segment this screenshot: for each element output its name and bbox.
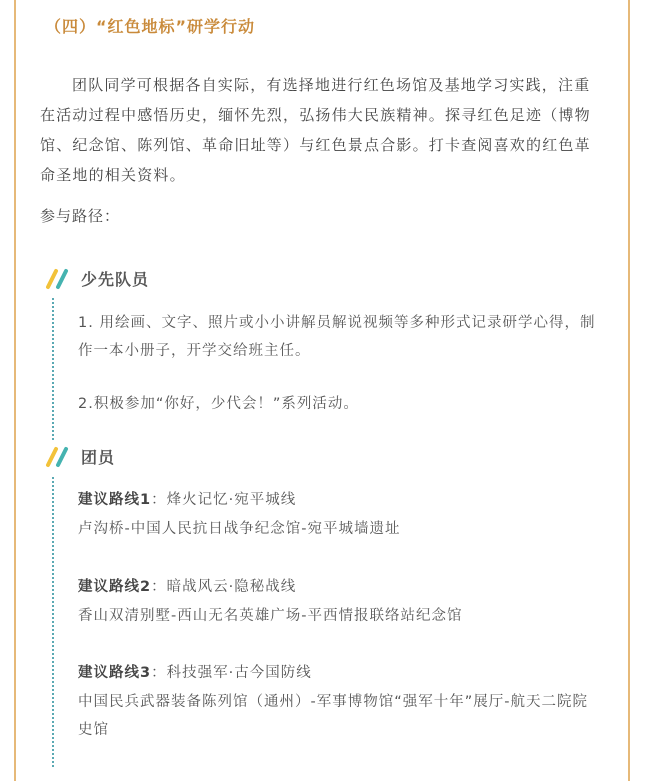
route-path: 中国民兵武器装备陈列馆（通州）-军事博物馆“强军十年”展厅-航天二院院史馆: [78, 694, 588, 738]
route-path: 香山双清别墅-西山无名英雄广场-平西情报联络站纪念馆: [78, 608, 463, 624]
route-label: 建议路线3: [78, 665, 152, 681]
list-item: 2.积极参加“你好，少代会！”系列活动。: [78, 396, 359, 412]
route-heading: [78, 573, 296, 601]
dotted-divider: [52, 477, 54, 767]
dotted-divider: [52, 298, 54, 440]
route-theme: ：暗战风云·隐秘战线: [151, 579, 297, 595]
route-theme: ：科技强军·古今国防线: [151, 665, 312, 681]
left-border-line: [14, 0, 16, 781]
right-border-line: [628, 0, 630, 781]
section-heading: （四）“红色地标”研学行动: [45, 17, 256, 36]
route-heading: [78, 659, 312, 687]
intro-paragraph: 团队同学可根据各自实际，有选择地进行红色场馆及基地学习实践，注重在活动过程中感悟历史，缅怀先烈，弘扬伟大民族精神。探寻红色足迹（博物馆、纪念馆、陈列馆、革命旧址等）与红色景点合影。打卡查阅喜欢的红色革命圣地的相关资料。: [40, 76, 591, 184]
double-slash-icon: [45, 268, 71, 290]
group-heading-league-members: [45, 445, 115, 468]
group-title: 团员: [81, 448, 116, 467]
path-label: 参与路径：: [40, 207, 121, 225]
list-item: 1. 用绘画、文字、照片或小小讲解员解说视频等多种形式记录研学心得，制作一本小册子，开学交给班主任。: [78, 315, 596, 359]
route-label: 建议路线2: [78, 579, 152, 595]
route-path: 卢沟桥-中国人民抗日战争纪念馆-宛平城墙遗址: [78, 521, 401, 537]
route-theme: ：烽火记忆·宛平城线: [151, 492, 297, 508]
double-slash-icon: [45, 446, 71, 468]
group-heading-young-pioneers: [45, 267, 149, 290]
route-label: 建议路线1: [78, 492, 152, 508]
group-title: 少先队员: [81, 270, 150, 289]
route-heading: [78, 486, 296, 514]
